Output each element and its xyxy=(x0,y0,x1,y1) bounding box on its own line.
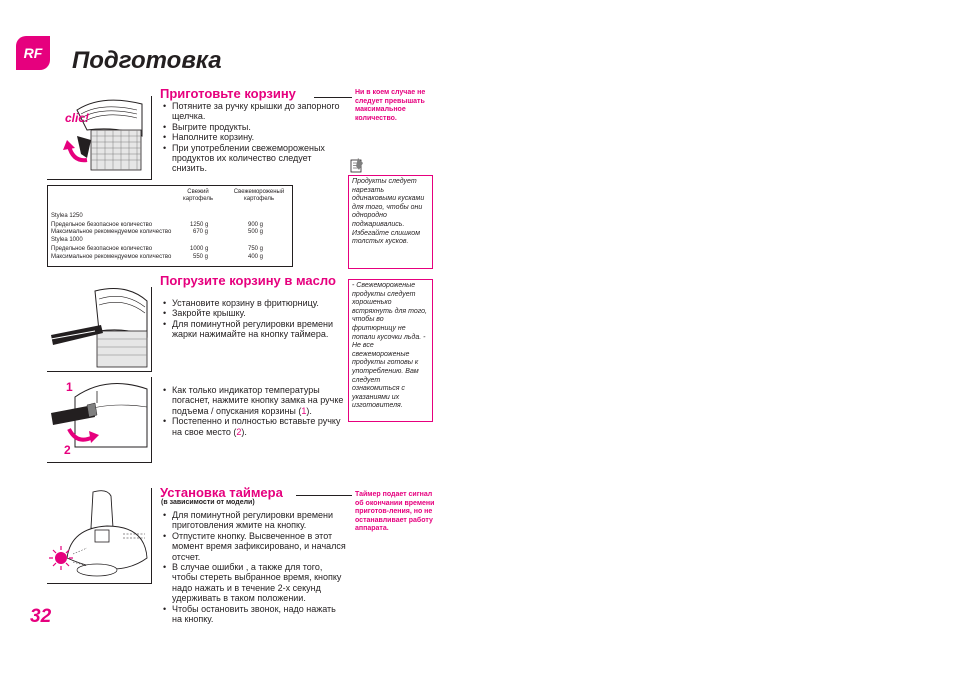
lock-button-illustration xyxy=(47,377,152,463)
list-item: • Выгрите продукты. xyxy=(161,122,347,132)
table-cell: Предельное безопасное количество xyxy=(51,222,153,228)
table-cell: 1000 g xyxy=(190,246,209,252)
table-cell: 1250 g xyxy=(190,222,209,228)
table-cell: 750 g xyxy=(248,246,264,252)
column-header-frozen: Свежемороженый картофель xyxy=(233,189,285,202)
table-cell: 400 g xyxy=(248,254,264,260)
model-name: Stylea 1000 xyxy=(51,237,83,243)
model-name: Stylea 1250 xyxy=(51,213,83,219)
table-cell: 550 g xyxy=(193,254,209,260)
list-item: • Чтобы остановить звонок, надо нажать на кнопку. xyxy=(161,604,347,625)
clic-label: clic! xyxy=(65,111,90,125)
title-rule xyxy=(296,495,352,496)
notepad-icon xyxy=(350,157,364,173)
table-cell: 900 g xyxy=(248,222,264,228)
model-dependency-note: (в зависимости от модели) xyxy=(161,499,255,506)
table-cell: 500 g xyxy=(248,229,264,235)
lock-handle-list xyxy=(161,385,347,437)
max-quantity-note: Ни в коем случае не следует превышать максимальное количество. xyxy=(355,89,426,122)
basket-in-fryer-illustration xyxy=(47,287,152,372)
list-item: • Потяните за ручку крышки до запорного щелчка. xyxy=(161,101,347,122)
list-item: • В случае ошибки , а также для того, чтобы стереть выбранное время, кнопку надо нажать и в течение 2-х секунд удерживать в таком положении. xyxy=(161,562,347,604)
table-cell: Предельное безопасное количество xyxy=(51,246,153,252)
list-item: • Отпустите кнопку. Высвеченное в этот момент время зафиксировано, и начался отсчет. xyxy=(161,531,347,562)
title-rule xyxy=(314,97,352,98)
callout-2: 2 xyxy=(64,443,71,457)
list-item: • Закройте крышку. xyxy=(161,308,347,318)
immerse-basket-list xyxy=(161,298,347,340)
list-item: • Наполните корзину. xyxy=(161,132,347,142)
column-header-fresh: Свежий картофель xyxy=(182,189,214,202)
language-badge: RF xyxy=(16,36,50,70)
list-item: • Для поминутной регулировки времени приготовления жмите на кнопку. xyxy=(161,510,347,531)
section-title-immerse-basket: Погрузите корзину в масло xyxy=(160,273,336,288)
basket-lid-illustration xyxy=(47,96,152,180)
timer-signal-note: Таймер подает сигнал об окончании времени приготов-ления, но не останавливает работу аппарата. xyxy=(355,491,435,533)
cutting-tip-box: Продукты следует нарезать одинаковыми кусками для того, чтобы они однородно поджаривались. Избегайте слишком толстых кусков. xyxy=(348,175,433,269)
prepare-basket-list xyxy=(161,101,347,174)
list-item: • Установите корзину в фритюрницу. xyxy=(161,298,347,308)
list-item: • Как только индикатор температуры погаснет, нажмите кнопку замка на ручке подъема / опускания корзины (1). xyxy=(161,385,347,416)
section-title-timer-setup: Установка таймера xyxy=(160,485,283,500)
quantity-table xyxy=(47,185,293,267)
page-title: Подготовка xyxy=(72,47,222,74)
section-title-prepare-basket: Приготовьте корзину xyxy=(160,86,296,101)
callout-1: 1 xyxy=(66,380,73,394)
timer-setup-list xyxy=(161,510,347,624)
list-item: • Для поминутной регулировки времени жарки нажимайте на кнопку таймера. xyxy=(161,319,347,340)
frozen-food-note: - Свежемороженые продукты следует хорошенько встряхнуть для того, чтобы во фритюрницу не попали кусочки льда. - Не все свежемороженые продукты готовы к употреблению. Вам следует ознакомиться с указаниями их изготовителя. xyxy=(348,279,433,422)
table-cell: 670 g xyxy=(193,229,209,235)
page-number: 32 xyxy=(30,606,52,627)
timer-button-illustration xyxy=(47,488,152,584)
list-item: • При употреблении свежемороженых продуктов их количество следует снизить. xyxy=(161,143,347,174)
table-cell: Максимальное рекомендуемое количество xyxy=(51,254,172,260)
list-item: • Постепенно и полностью вставьте ручку на свое место (2). xyxy=(161,416,347,437)
table-cell: Максимальное рекомендуемое количество xyxy=(51,229,172,235)
